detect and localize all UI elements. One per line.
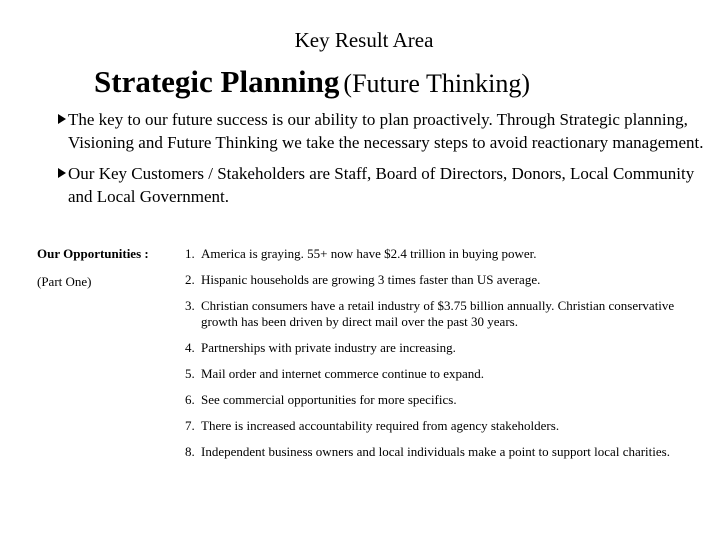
item-text: Independent business owners and local individuals make a point to support local charities. [201,444,670,459]
opportunities-subheading: (Part One) [37,274,92,289]
key-result-area-heading: Key Result Area [294,28,434,52]
item-text: Partnerships with private industry are increasing. [201,340,456,355]
item-text: There is increased accountability required from agency stakeholders. [201,418,560,433]
list-item [185,272,685,288]
page-title [94,64,530,100]
bullet-item [48,108,718,154]
opportunities-heading: Our Opportunities : [37,246,149,261]
item-text: Christian consumers have a retail industry of $3.75 billion annually. Christian conservative growth has been driven by direct mail over the past 30 years. [201,298,675,329]
list-item [185,246,685,262]
item-number: 3. [185,298,195,313]
bullet-list [48,108,718,216]
list-item [185,298,685,330]
item-number: 8. [185,444,195,459]
bullet-text: Our Key Customers / Stakeholders are Staff, Board of Directors, Donors, Local Community and Local Government. [68,164,695,206]
item-text: Hispanic households are growing 3 times faster than US average. [201,272,541,287]
bullet-text: The key to our future success is our ability to plan proactively. Through Strategic planning, Visioning and Future Thinking we take the necessary steps to avoid reactionary management. [68,110,704,152]
item-number: 2. [185,272,195,287]
bullet-arrow-icon [58,114,66,124]
item-text: Mail order and internet commerce continue to expand. [201,366,485,381]
title-sub: (Future Thinking) [343,69,530,98]
item-text: America is graying. 55+ now have $2.4 trillion in buying power. [201,246,537,261]
opportunities-list [185,246,685,470]
item-number: 1. [185,246,195,261]
item-number: 4. [185,340,195,355]
list-item [185,392,685,408]
title-main: Strategic Planning [94,64,340,99]
bullet-item [48,162,718,208]
item-text: See commercial opportunities for more specifics. [201,392,457,407]
item-number: 7. [185,418,195,433]
list-item [185,340,685,356]
list-item [185,366,685,382]
item-number: 6. [185,392,195,407]
bullet-arrow-icon [58,168,66,178]
list-item [185,418,685,434]
item-number: 5. [185,366,195,381]
list-item [185,444,685,460]
